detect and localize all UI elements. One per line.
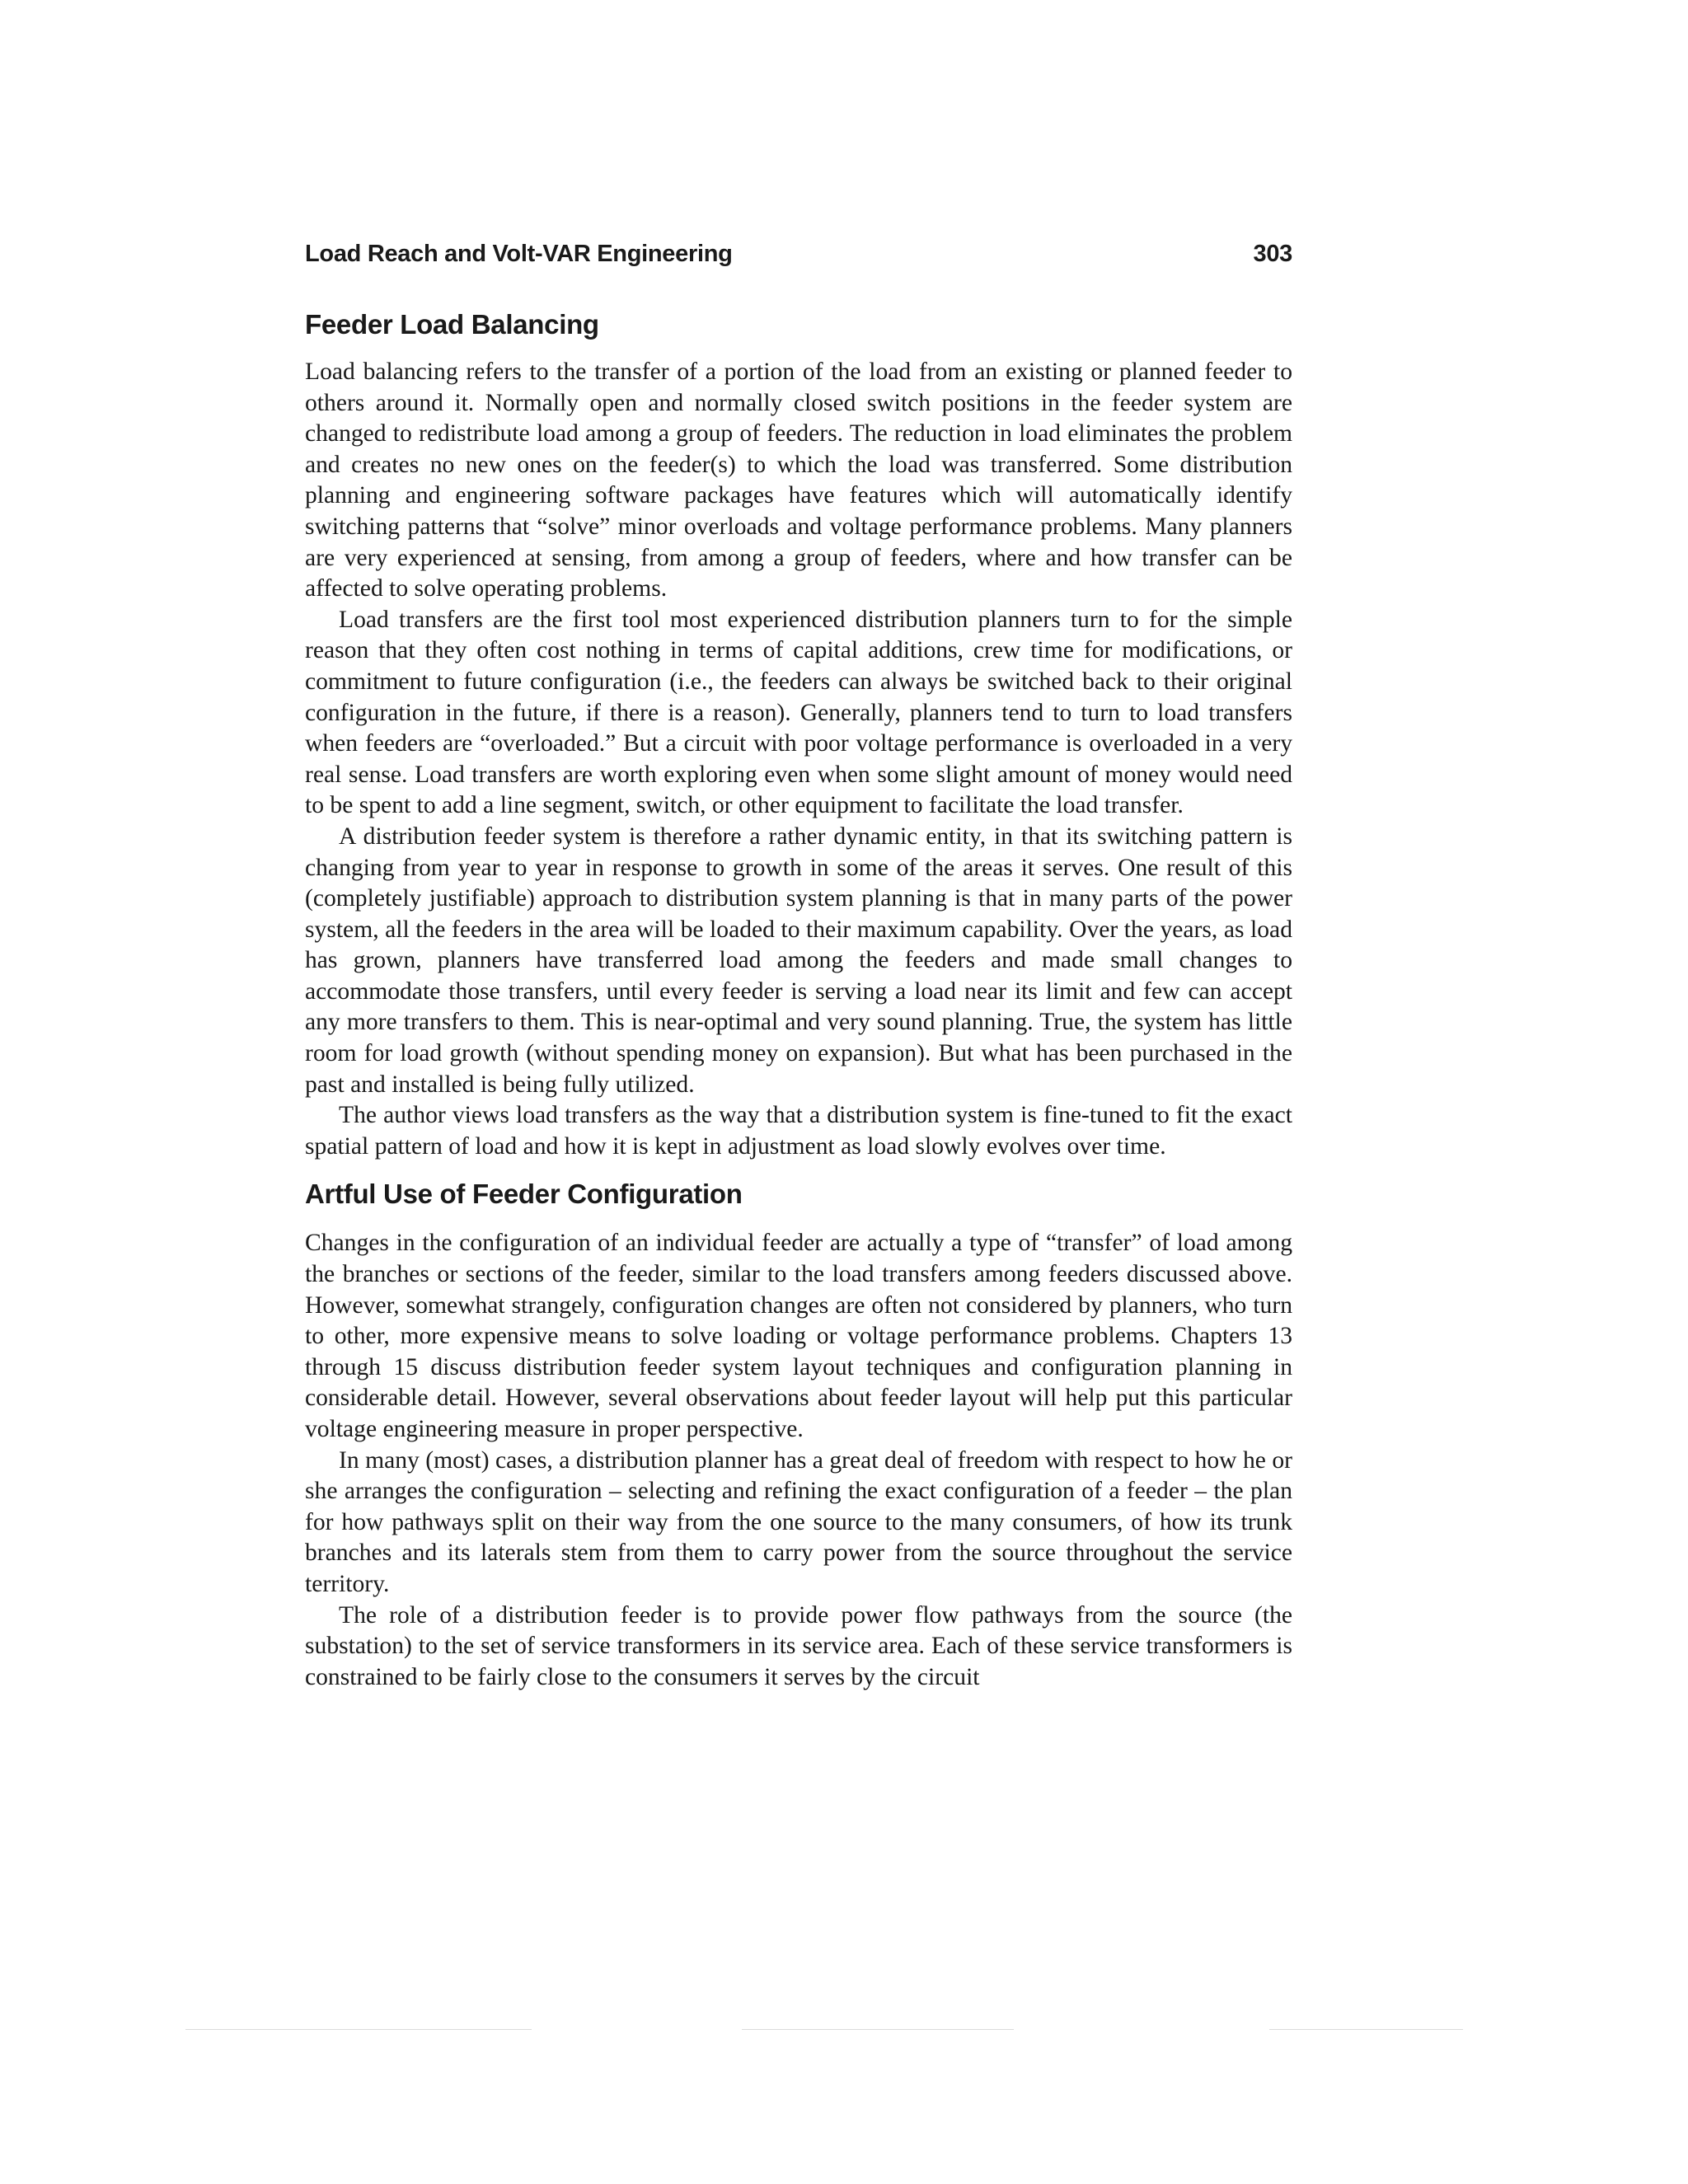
paragraph: Changes in the configuration of an individual feeder are actually a type of “transfer” of load among the branches or sections of the feeder, similar to the load transfers among feeders discussed above. However, somewhat strangely, configuration changes are often not considered by planners, who turn to other, more expensive means to solve loading or voltage performance problems. Chapters 13 through 15 discuss distribution feeder system layout techniques and configuration planning in considerable detail. However, several observations about feeder layout will help put this particular voltage engineering measure in proper perspective. xyxy=(305,1230,1292,1442)
scan-artifact-line xyxy=(742,2029,1014,2030)
paragraph: The author views load transfers as the way that a distribution system is fine-tuned to fit the exact spatial pattern of load and how it is kept in adjustment as load slowly evolves over time. xyxy=(305,1102,1292,1160)
section-feeder-load-balancing xyxy=(305,309,1292,1162)
running-header xyxy=(305,241,1292,268)
section-heading: Artful Use of Feeder Configuration xyxy=(305,1179,743,1210)
section-heading: Feeder Load Balancing xyxy=(305,309,599,340)
scan-artifact-line xyxy=(1269,2029,1463,2030)
page-number: 303 xyxy=(1253,241,1292,267)
paragraph: In many (most) cases, a distribution planner has a great deal of freedom with respect to how he or she arranges the configuration – selecting and refining the exact configuration of a feeder – the plan for how pathways split on their way from the one source to the many consumers, of how its trunk branches and its laterals stem from them to carry power from the source throughout the service territory. xyxy=(305,1446,1292,1597)
paragraph: The role of a distribution feeder is to provide power flow pathways from the source (the substation) to the set of service transformers in its service area. Each of these service transformers is constrained to be fairly close to the consumers it serves by the circuit xyxy=(305,1601,1292,1690)
scan-artifact-line xyxy=(185,2029,532,2030)
paragraph: Load transfers are the first tool most experienced distribution planners turn to for the simple reason that they often cost nothing in terms of capital additions, crew time for modifications, or commitment to future configuration (i.e., the feeders can always be switched back to their original configuration in the future, if there is a reason). Generally, planners tend to turn to load transfers when feeders are “overloaded.” But a circuit with poor voltage performance is overloaded in a very real sense. Load transfers are worth exploring even when some slight amount of money would need to be spent to add a line segment, switch, or other equipment to facilitate the load transfer. xyxy=(305,606,1292,819)
paragraph: A distribution feeder system is therefore a rather dynamic entity, in that its switching pattern is changing from year to year in response to growth in some of the areas it serves. One result of this (completely justifiable) approach to distribution system planning is that in many parts of the power system, all the feeders in the area will be loaded to their maximum capability. Over the years, as load has grown, planners have transferred load among the feeders and made small changes to accommodate those transfers, until every feeder is serving a load near its limit and few can accept any more transfers to them. This is near-optimal and very sound planning. True, the system has little room for load growth (without spending money on expansion). But what has been purchased in the past and installed is being fully utilized. xyxy=(305,823,1292,1098)
paragraph: Load balancing refers to the transfer of a portion of the load from an existing or planned feeder to others around it. Normally open and normally closed switch positions in the feeder system are changed to redistribute load among a group of feeders. The reduction in load eliminates the problem and creates no new ones on the feeder(s) to which the load was transferred. Some distribution planning and engineering software packages have features which will automatically identify switching patterns that “solve” minor overloads and voltage performance problems. Many planners are very experienced at sensing, from among a group of feeders, where and how transfer can be affected to solve operating problems. xyxy=(305,359,1292,602)
section-artful-use-of-feeder-configuration xyxy=(305,1179,1292,1693)
running-title: Load Reach and Volt-VAR Engineering xyxy=(305,241,733,267)
book-page xyxy=(305,241,1292,1693)
